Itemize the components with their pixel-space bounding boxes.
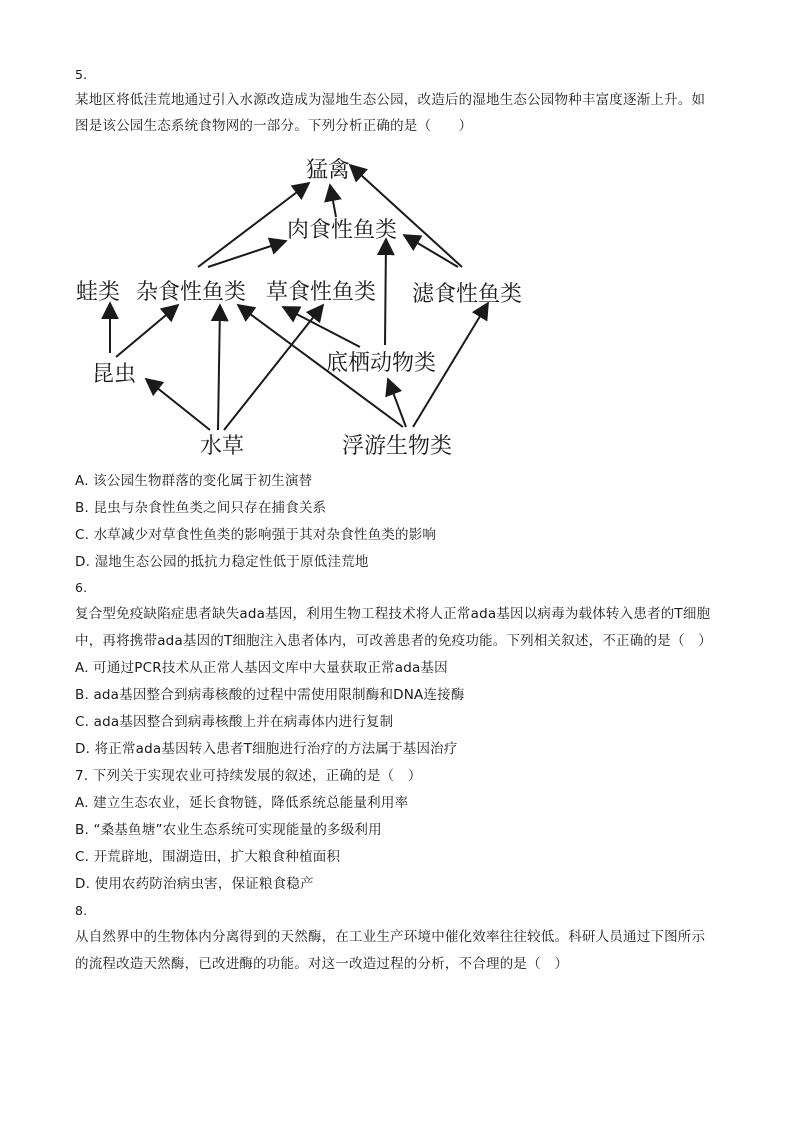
arrow-weed-omnivore bbox=[218, 305, 220, 430]
arrow-carnivore-raptor bbox=[330, 185, 336, 217]
q8-stem-line1: 从自然界中的生物体内分离得到的天然酶，在工业生产环境中催化效率往往较低。科研人员通过下图所示 bbox=[75, 929, 706, 945]
arrow-weed-insect bbox=[146, 379, 210, 430]
q5-option-b: B. 昆虫与杂食性鱼类之间只存在捕食关系 bbox=[75, 500, 327, 516]
q5-option-c: C. 水草减少对草食性鱼类的影响强于其对杂食性鱼类的影响 bbox=[75, 527, 437, 543]
q5-option-d: D. 湿地生态公园的抵抗力稳定性低于原低洼荒地 bbox=[75, 554, 369, 570]
node-frog: 蛙类 bbox=[76, 280, 121, 305]
arrow-weed-herbivore bbox=[224, 305, 323, 430]
q6-number: 6. bbox=[75, 580, 88, 595]
node-omnivore: 杂食性鱼类 bbox=[136, 280, 247, 305]
node-herbivore: 草食性鱼类 bbox=[266, 280, 377, 305]
arrow-benthic-carnivore bbox=[385, 239, 386, 345]
q5-option-a: A. 该公园生物群落的变化属于初生演替 bbox=[75, 473, 313, 489]
q5-number: 5. bbox=[75, 67, 88, 82]
q6-stem-line2: 中，再将携带ada基因的T细胞注入患者体内，可改善患者的免疫功能。下列相关叙述，不正确的是（ ） bbox=[75, 633, 712, 649]
q5-stem-line1: 某地区将低洼荒地通过引入水源改造成为湿地生态公园，改造后的湿地生态公园物种丰富度逐渐上升。如 bbox=[75, 92, 706, 108]
q7-stem: 7. 下列关于实现农业可持续发展的叙述，正确的是（ ） bbox=[75, 768, 422, 784]
arrow-plankton-benthic bbox=[388, 379, 406, 427]
node-filter: 滤食性鱼类 bbox=[412, 282, 523, 307]
q5-stem-line2: 图是该公园生态系统食物网的一部分。下列分析正确的是（ ） bbox=[75, 118, 473, 134]
arrow-omnivore-carnivore bbox=[208, 241, 286, 267]
food-web-diagram bbox=[68, 145, 548, 465]
q6-option-d: D. 将正常ada基因转入患者T细胞进行治疗的方法属于基因治疗 bbox=[75, 741, 458, 757]
arrow-insect-omnivore bbox=[116, 305, 178, 357]
q8-number: 8. bbox=[75, 903, 88, 918]
q6-option-a: A. 可通过PCR技术从正常人基因文库中大量获取正常ada基因 bbox=[75, 660, 448, 676]
node-plankton: 浮游生物类 bbox=[342, 434, 453, 459]
node-benthic: 底栖动物类 bbox=[326, 351, 437, 376]
q8-stem-line2: 的流程改造天然酶，已改进酶的功能。对这一改造过程的分析，不合理的是（ ） bbox=[75, 956, 569, 972]
q6-stem-line1: 复合型免疫缺陷症患者缺失ada基因，利用生物工程技术将人正常ada基因以病毒为载体转入患者的T细胞 bbox=[75, 606, 711, 622]
q6-option-b: B. ada基因整合到病毒核酸的过程中需使用限制酶和DNA连接酶 bbox=[75, 687, 465, 703]
node-weed: 水草 bbox=[200, 434, 245, 459]
node-insect: 昆虫 bbox=[92, 362, 137, 387]
q6-option-c: C. ada基因整合到病毒核酸上并在病毒体内进行复制 bbox=[75, 714, 394, 730]
node-carnivore: 肉食性鱼类 bbox=[287, 218, 398, 243]
q7-option-c: C. 开荒辟地，围湖造田，扩大粮食种植面积 bbox=[75, 849, 341, 865]
node-raptor: 猛禽 bbox=[306, 158, 351, 183]
q7-option-a: A. 建立生态农业，延长食物链，降低系统总能量利用率 bbox=[75, 795, 409, 811]
q7-option-b: B. “桑基鱼塘”农业生态系统可实现能量的多级利用 bbox=[75, 822, 382, 838]
arrow-filter-raptor bbox=[350, 165, 462, 267]
q7-option-d: D. 使用农药防治病虫害，保证粮食稳产 bbox=[75, 876, 314, 892]
